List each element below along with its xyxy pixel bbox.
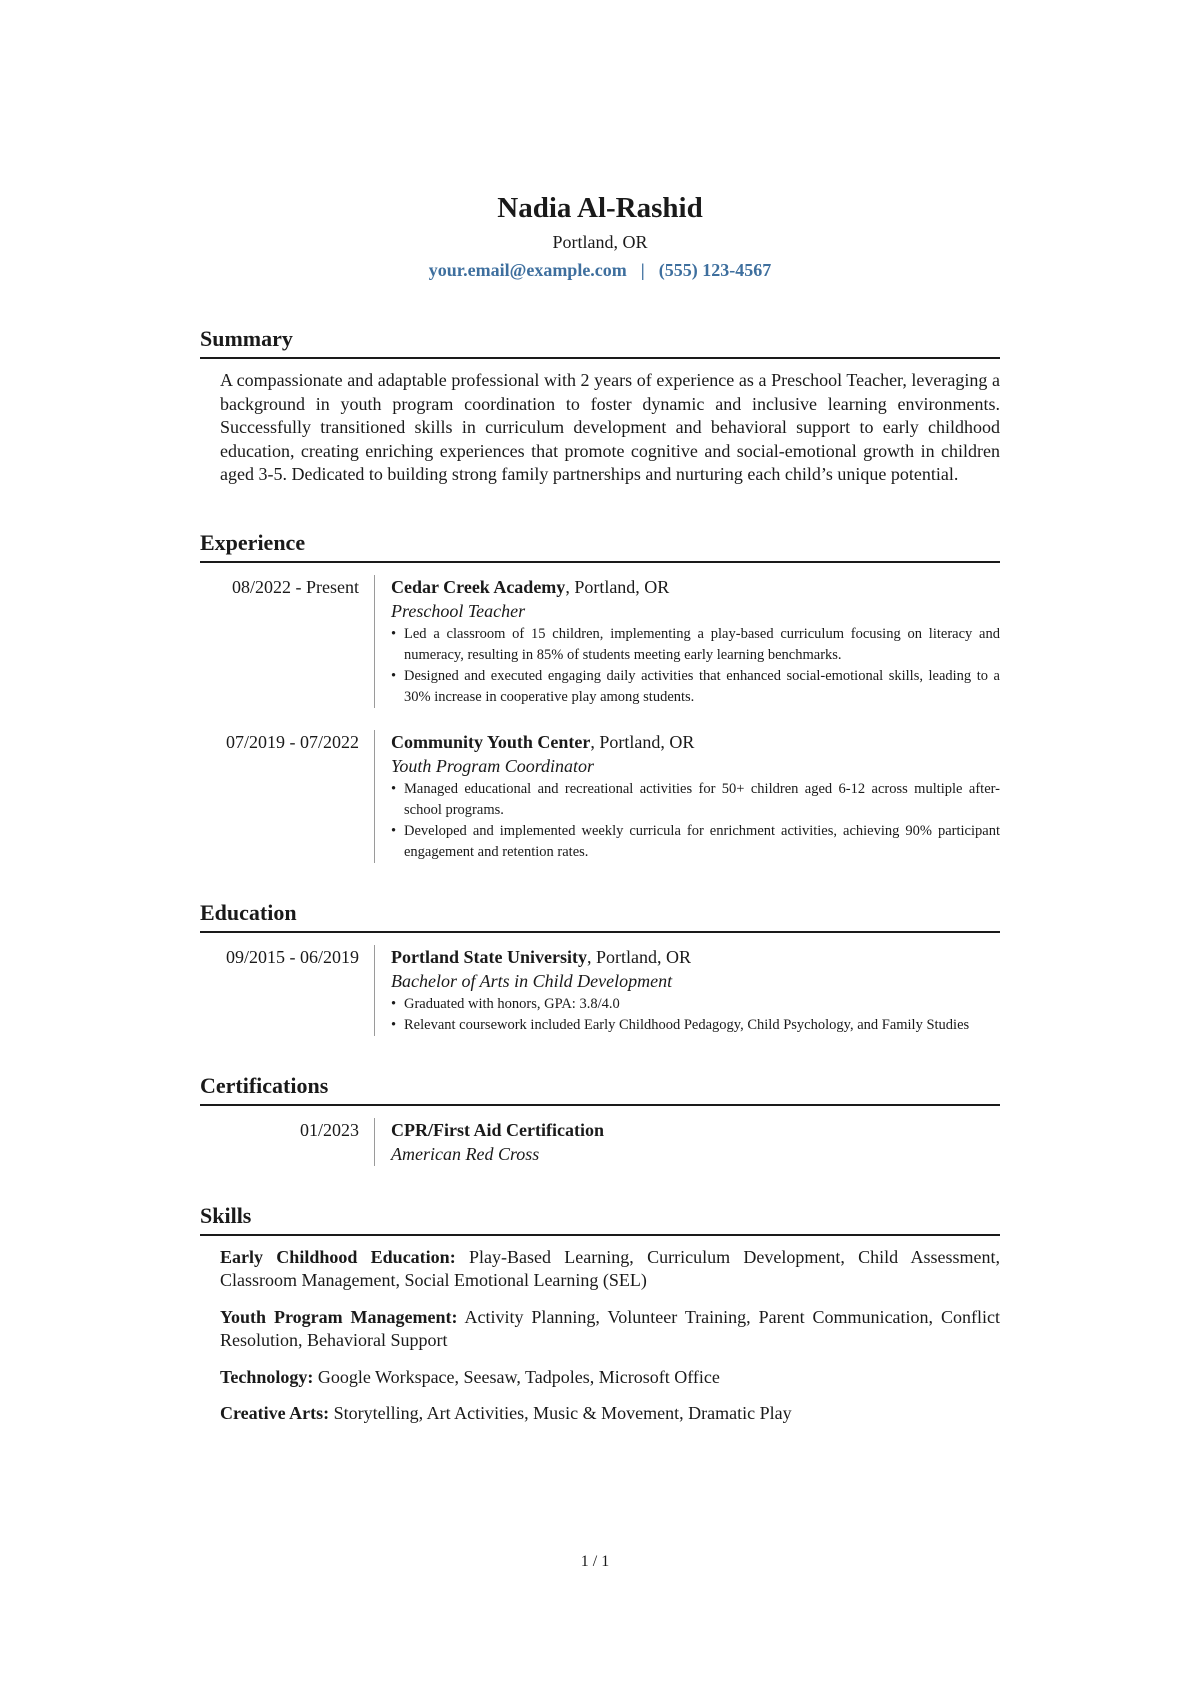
- entry-organization: Community Youth Center: [391, 731, 591, 752]
- entry-location: , Portland, OR: [586, 946, 691, 967]
- certification-entry: [200, 1118, 1000, 1166]
- entry-body: [391, 730, 1000, 863]
- certifications-section: [200, 1072, 1000, 1166]
- skill-category: Technology:: [220, 1366, 314, 1387]
- skill-row: [220, 1402, 1000, 1426]
- resume-header: [200, 190, 1000, 282]
- section-title-education: Education: [200, 899, 1000, 933]
- bullet-item: • Graduated with honors, GPA: 3.8/4.0: [391, 994, 1000, 1015]
- entry-location: , Portland, OR: [565, 576, 670, 597]
- skills-section: [200, 1202, 1000, 1426]
- bullet-item: • Designed and executed engaging daily activities that enhanced social-emotional skills, leading to a 30% increase in cooperative play among students.: [391, 666, 1000, 708]
- section-title-experience: Experience: [200, 529, 1000, 563]
- certification-name: CPR/First Aid Certification: [391, 1119, 604, 1140]
- bullet-item: • Led a classroom of 15 children, implementing a play-based curriculum focusing on literacy and numeracy, resulting in 85% of students meeting early learning benchmarks.: [391, 624, 1000, 666]
- page-number: 1 / 1: [580, 1553, 610, 1570]
- contact-line: [200, 258, 1000, 282]
- bullet-item: • Relevant coursework included Early Childhood Pedagogy, Child Psychology, and Family Studies: [391, 1015, 1000, 1036]
- entry-location: , Portland, OR: [590, 731, 695, 752]
- contact-separator: |: [640, 260, 645, 280]
- experience-section: [200, 529, 1000, 863]
- entry-bullets: [391, 994, 1000, 1036]
- skill-row: [220, 1246, 1000, 1293]
- bullet-item: • Managed educational and recreational activities for 50+ children aged 6-12 across multiple after-school programs.: [391, 779, 1000, 821]
- entry-heading: [391, 945, 1000, 969]
- entry-body: [391, 575, 1000, 708]
- entry-heading: [391, 730, 1000, 754]
- candidate-name: Nadia Al-Rashid: [497, 192, 703, 224]
- skill-row: [220, 1306, 1000, 1353]
- skill-items: Storytelling, Art Activities, Music & Movement, Dramatic Play: [329, 1403, 792, 1423]
- skill-items: Play-Based Learning, Curriculum Development, Child Assessment, Classroom Management, Social Emotional Learning (SEL): [220, 1246, 1000, 1290]
- skill-items: Activity Planning, Volunteer Training, Parent Communication, Conflict Resolution, Behavioral Support: [220, 1306, 1000, 1350]
- skills-list: [220, 1246, 1000, 1426]
- entry-date: 07/2019 - 07/2022: [200, 730, 375, 863]
- resume-page: [200, 0, 1000, 1439]
- skill-category: Early Childhood Education:: [220, 1246, 456, 1267]
- entry-date: 01/2023: [200, 1118, 375, 1166]
- entry-body: [391, 1118, 1000, 1166]
- entry-bullets: [391, 624, 1000, 708]
- email-link[interactable]: your.email@example.com: [428, 260, 627, 280]
- entry-degree: Bachelor of Arts in Child Development: [391, 970, 673, 991]
- summary-text: A compassionate and adaptable professional with 2 years of experience as a Preschool Teacher, leveraging a background in youth program coordination to foster dynamic and inclusive learning environments. Successfully transitioned skills in curriculum development and behavioral support to early childhood education, creating enriching experiences that promote cognitive and social-emotional growth in children aged 3-5. Dedicated to building strong family partnerships and nurturing each child’s unique potential.: [220, 370, 1000, 484]
- entry-date: 08/2022 - Present: [200, 575, 375, 708]
- skill-category: Creative Arts:: [220, 1403, 330, 1423]
- skill-row: [220, 1366, 1000, 1390]
- entry-body: [391, 945, 1000, 1036]
- section-title-skills: Skills: [200, 1202, 1000, 1236]
- phone-link[interactable]: (555) 123-4567: [658, 260, 772, 280]
- entry-date: 09/2015 - 06/2019: [200, 945, 375, 1036]
- entry-organization: Cedar Creek Academy: [391, 576, 566, 597]
- summary-section: [200, 325, 1000, 487]
- skill-category: Youth Program Management:: [220, 1306, 458, 1327]
- section-title-certifications: Certifications: [200, 1072, 1000, 1106]
- education-section: [200, 899, 1000, 1036]
- entry-organization: Portland State University: [391, 946, 587, 967]
- bullet-item: • Developed and implemented weekly curricula for enrichment activities, achieving 90% participant engagement and retention rates.: [391, 821, 1000, 863]
- skill-items: Google Workspace, Seesaw, Tadpoles, Microsoft Office: [313, 1366, 720, 1387]
- experience-entry: [200, 575, 1000, 708]
- section-title-summary: Summary: [200, 325, 1000, 359]
- candidate-location: Portland, OR: [552, 232, 648, 252]
- entry-bullets: [391, 779, 1000, 863]
- experience-entry: [200, 730, 1000, 863]
- entry-role: Preschool Teacher: [391, 600, 526, 621]
- education-entry: [200, 945, 1000, 1036]
- certification-issuer: American Red Cross: [391, 1143, 540, 1164]
- entry-heading: [391, 575, 1000, 599]
- entry-role: Youth Program Coordinator: [391, 755, 595, 776]
